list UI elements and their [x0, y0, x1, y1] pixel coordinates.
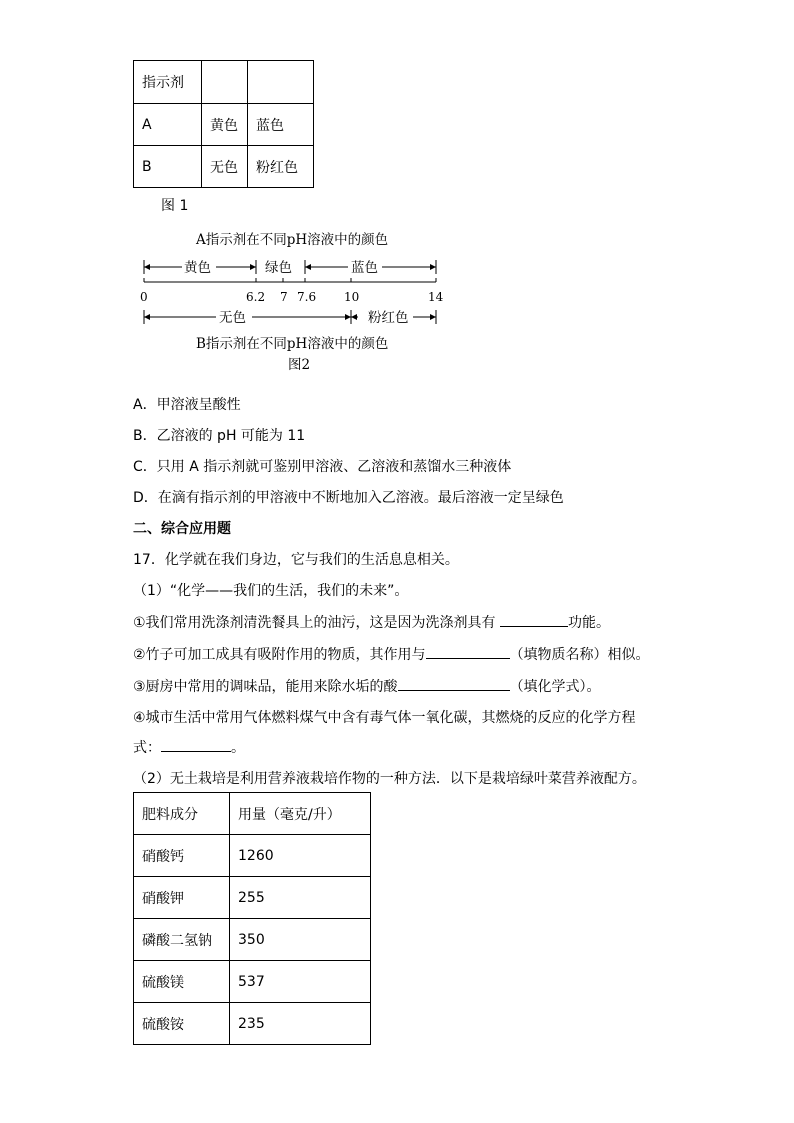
item-1 [133, 612, 610, 632]
item-2 [133, 644, 650, 664]
tick-label: 14 [428, 290, 444, 304]
ph-scale-diagram [130, 228, 450, 376]
answer-blank[interactable] [426, 644, 510, 659]
label-colorless: 无色 [219, 310, 246, 326]
table-cell [202, 61, 248, 104]
answer-blank[interactable] [500, 612, 568, 627]
item-4-suffix: 。 [231, 740, 245, 756]
table-cell [248, 61, 314, 104]
label-blue: 蓝色 [351, 260, 378, 276]
option-a: A．甲溶液呈酸性 [133, 397, 241, 413]
item-1-text: ①我们常用洗涤剂清洗餐具上的油污，这是因为洗涤剂具有 [133, 615, 500, 631]
table-row [134, 835, 371, 877]
table-cell: 硫酸镁 [134, 961, 230, 1003]
column-header: 肥料成分 [134, 793, 230, 835]
table-row [134, 877, 371, 919]
figure-2-caption: 图2 [288, 357, 311, 373]
tick-label: 0 [140, 290, 148, 304]
item-3-suffix: （填化学式）。 [509, 679, 601, 695]
table-row [134, 146, 314, 188]
table-row [134, 1003, 371, 1045]
diagram-title-a: A指示剂在不同pH溶液中的颜色 [196, 232, 389, 248]
table-row [134, 919, 371, 961]
label-yellow: 黄色 [184, 260, 211, 276]
table-cell: 指示剂 [134, 61, 202, 104]
table-cell: 硝酸钙 [134, 835, 230, 877]
table-cell: 255 [230, 877, 371, 919]
item-1-suffix: 功能。 [568, 615, 610, 631]
option-c: C．只用 A 指示剂就可鉴别甲溶液、乙溶液和蒸馏水三种液体 [133, 459, 512, 475]
table-cell: 350 [230, 919, 371, 961]
table-cell: 235 [230, 1003, 371, 1045]
section-title: 二、综合应用题 [133, 521, 231, 537]
table-header-row [134, 793, 371, 835]
diagram-title-b: B指示剂在不同pH溶液中的颜色 [196, 336, 389, 352]
table-cell: 537 [230, 961, 371, 1003]
item-2-suffix: （填物质名称）相似。 [509, 647, 650, 663]
option-b: B．乙溶液的 pH 可能为 11 [133, 428, 306, 444]
item-2-text: ②竹子可加工成具有吸附作用的物质，其作用与 [133, 647, 426, 663]
indicator-color-table [133, 60, 314, 188]
table-row [134, 104, 314, 146]
figure-1-caption: 图 1 [161, 198, 189, 214]
table-cell: 粉红色 [248, 146, 314, 188]
table-cell: 蓝色 [248, 104, 314, 146]
option-d: D．在滴有指示剂的甲溶液中不断地加入乙溶液。最后溶液一定呈绿色 [133, 490, 564, 506]
tick-label: 10 [344, 290, 360, 304]
table-row [134, 961, 371, 1003]
answer-blank[interactable] [398, 676, 510, 691]
tick-label: 6.2 [246, 290, 266, 304]
label-pink: 粉红色 [368, 310, 409, 326]
part-2-intro: （2）无土栽培是利用营养液栽培作物的一种方法．以下是栽培绿叶菜营养液配方。 [133, 771, 646, 787]
nutrient-table [133, 792, 371, 1045]
column-header: 用量（毫克/升） [230, 793, 371, 835]
table-cell: 1260 [230, 835, 371, 877]
answer-blank[interactable] [161, 737, 231, 752]
table-cell: 黄色 [202, 104, 248, 146]
part-1-intro: （1）“化学——我们的生活，我们的未来”。 [133, 583, 409, 599]
table-row [134, 61, 314, 104]
table-cell: 磷酸二氢钠 [134, 919, 230, 961]
table-cell: 无色 [202, 146, 248, 188]
table-cell: A [134, 104, 202, 146]
question-17-stem: 17．化学就在我们身边，它与我们的生活息息相关。 [133, 552, 459, 568]
label-green: 绿色 [265, 260, 292, 276]
table-cell: 硝酸钾 [134, 877, 230, 919]
table-cell: B [134, 146, 202, 188]
item-3-text: ③厨房中常用的调味品，能用来除水垢的酸 [133, 679, 398, 695]
item-4-line-1: ④城市生活中常用气体燃料煤气中含有毒气体一氧化碳，其燃烧的反应的化学方程 [133, 710, 636, 726]
item-4-text: 式： [133, 740, 161, 756]
tick-label: 7.6 [297, 290, 317, 304]
item-4-line-2 [133, 737, 245, 757]
table-cell: 硫酸铵 [134, 1003, 230, 1045]
tick-label: 7 [280, 290, 288, 304]
item-3 [133, 676, 601, 696]
